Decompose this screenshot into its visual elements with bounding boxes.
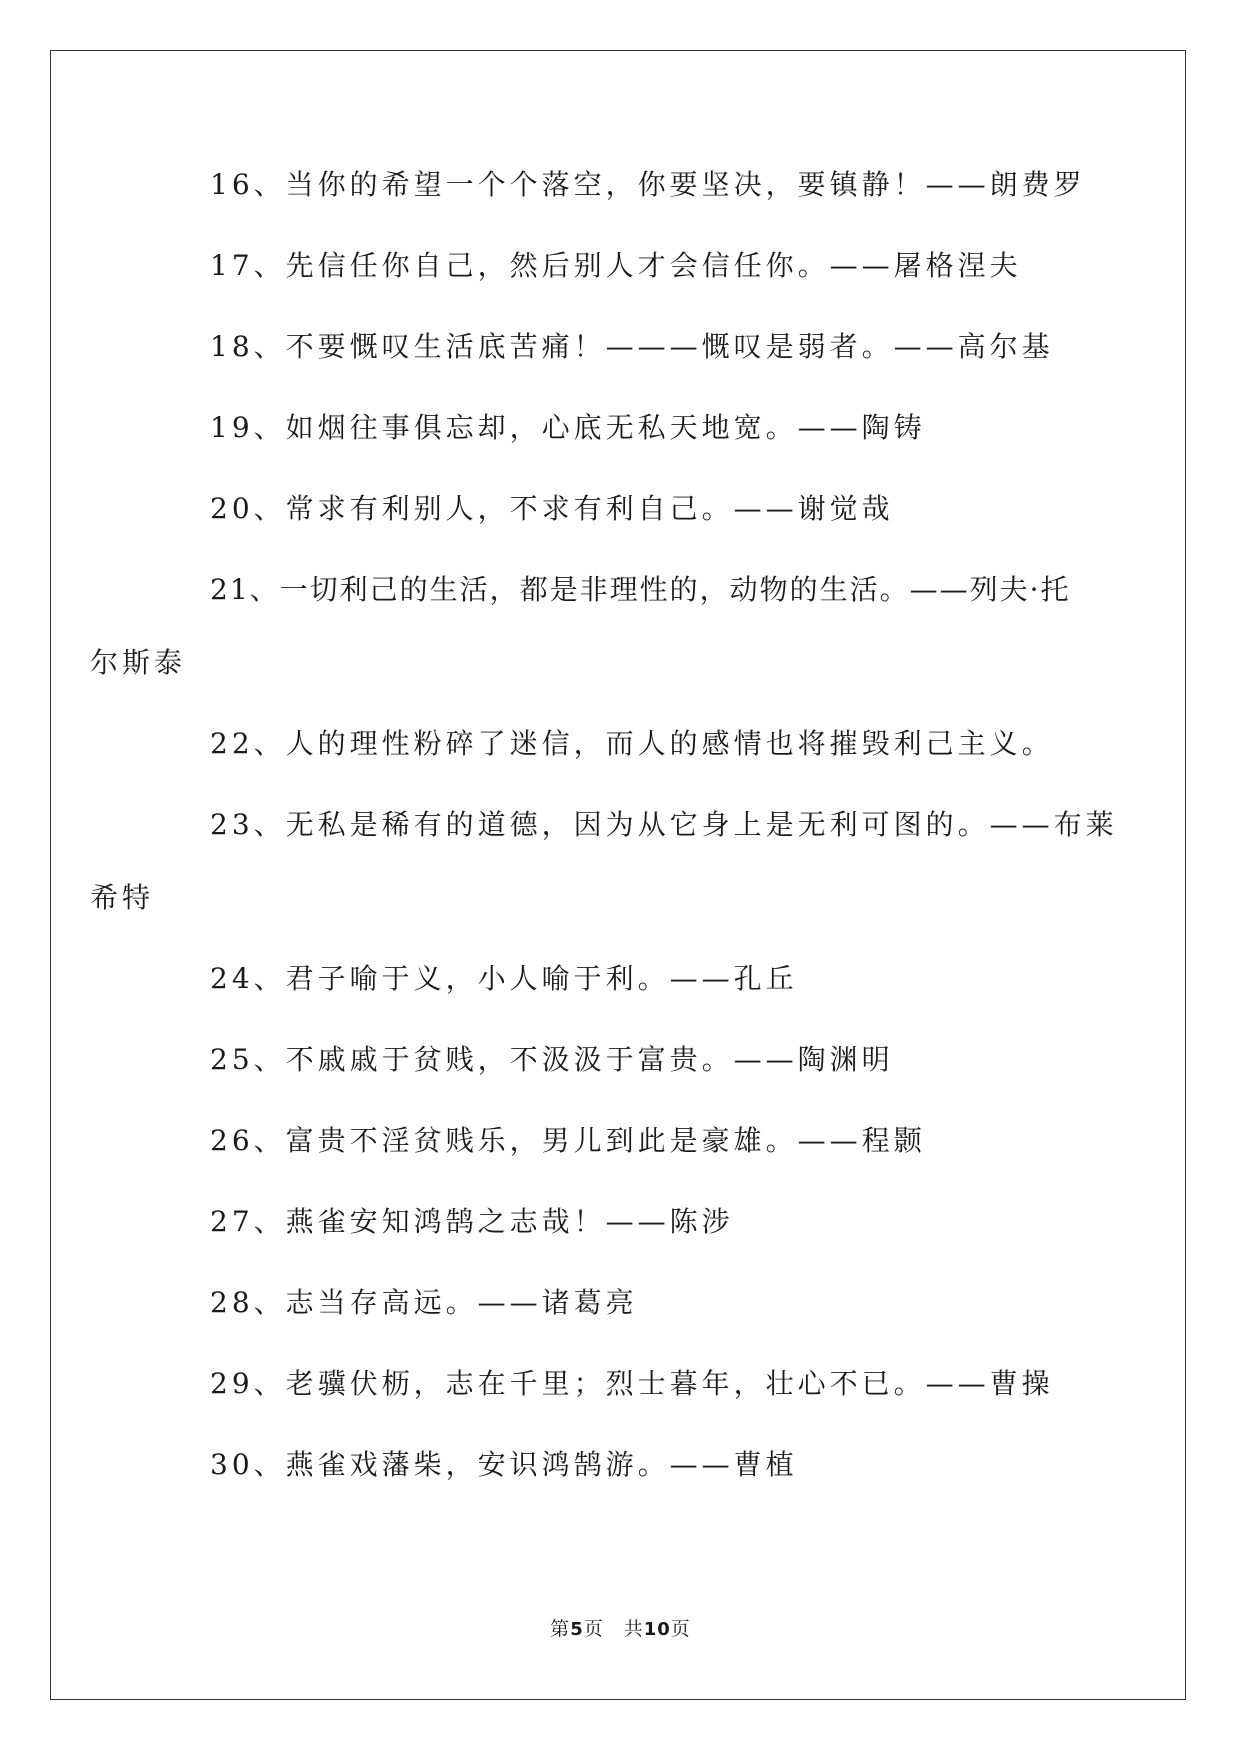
footer-middle: 页 共 bbox=[583, 1618, 644, 1640]
quote-26: 26、富贵不淫贫贱乐，男儿到此是豪雄。——程颢 bbox=[210, 1124, 926, 1157]
quote-17: 17、先信任你自己，然后别人才会信任你。——屠格涅夫 bbox=[210, 249, 1022, 282]
quote-22: 22、人的理性粉碎了迷信，而人的感情也将摧毁利己主义。 bbox=[210, 727, 1054, 760]
quote-28: 28、志当存高远。——诸葛亮 bbox=[210, 1286, 638, 1319]
quote-24: 24、君子喻于义，小人喻于利。——孔丘 bbox=[210, 962, 798, 995]
quote-30: 30、燕雀戏藩柴，安识鸿鹄游。——曹植 bbox=[210, 1448, 798, 1481]
quote-18: 18、不要慨叹生活底苦痛！———慨叹是弱者。——高尔基 bbox=[210, 330, 1054, 363]
quote-21-line-1: 21、一切利己的生活，都是非理性的，动物的生活。——列夫·托 bbox=[210, 573, 1071, 606]
quote-20: 20、常求有利别人，不求有利自己。——谢觉哉 bbox=[210, 492, 894, 525]
quote-19: 19、如烟往事俱忘却，心底无私天地宽。——陶铸 bbox=[210, 411, 926, 444]
quote-21-line-2: 尔斯泰 bbox=[90, 646, 187, 679]
quote-23-line-1: 23、无私是稀有的道德，因为从它身上是无利可图的。——布莱 bbox=[210, 808, 1118, 841]
footer-total-pages: 10 bbox=[643, 1619, 671, 1640]
quote-23-line-2: 希特 bbox=[90, 881, 155, 914]
quote-25: 25、不戚戚于贫贱，不汲汲于富贵。——陶渊明 bbox=[210, 1043, 894, 1076]
quote-list bbox=[90, 165, 1118, 1526]
quote-29: 29、老骥伏枥，志在千里；烈士暮年，壮心不已。——曹操 bbox=[210, 1367, 1054, 1400]
footer-suffix: 页 bbox=[670, 1618, 691, 1640]
quote-27: 27、燕雀安知鸿鹄之志哉！——陈涉 bbox=[210, 1205, 734, 1238]
footer-prefix: 第 bbox=[550, 1618, 571, 1640]
quote-16: 16、当你的希望一个个落空，你要坚决，要镇静！——朗费罗 bbox=[210, 168, 1086, 201]
footer-page-number: 5 bbox=[570, 1619, 584, 1640]
page-footer bbox=[0, 1617, 1241, 1642]
